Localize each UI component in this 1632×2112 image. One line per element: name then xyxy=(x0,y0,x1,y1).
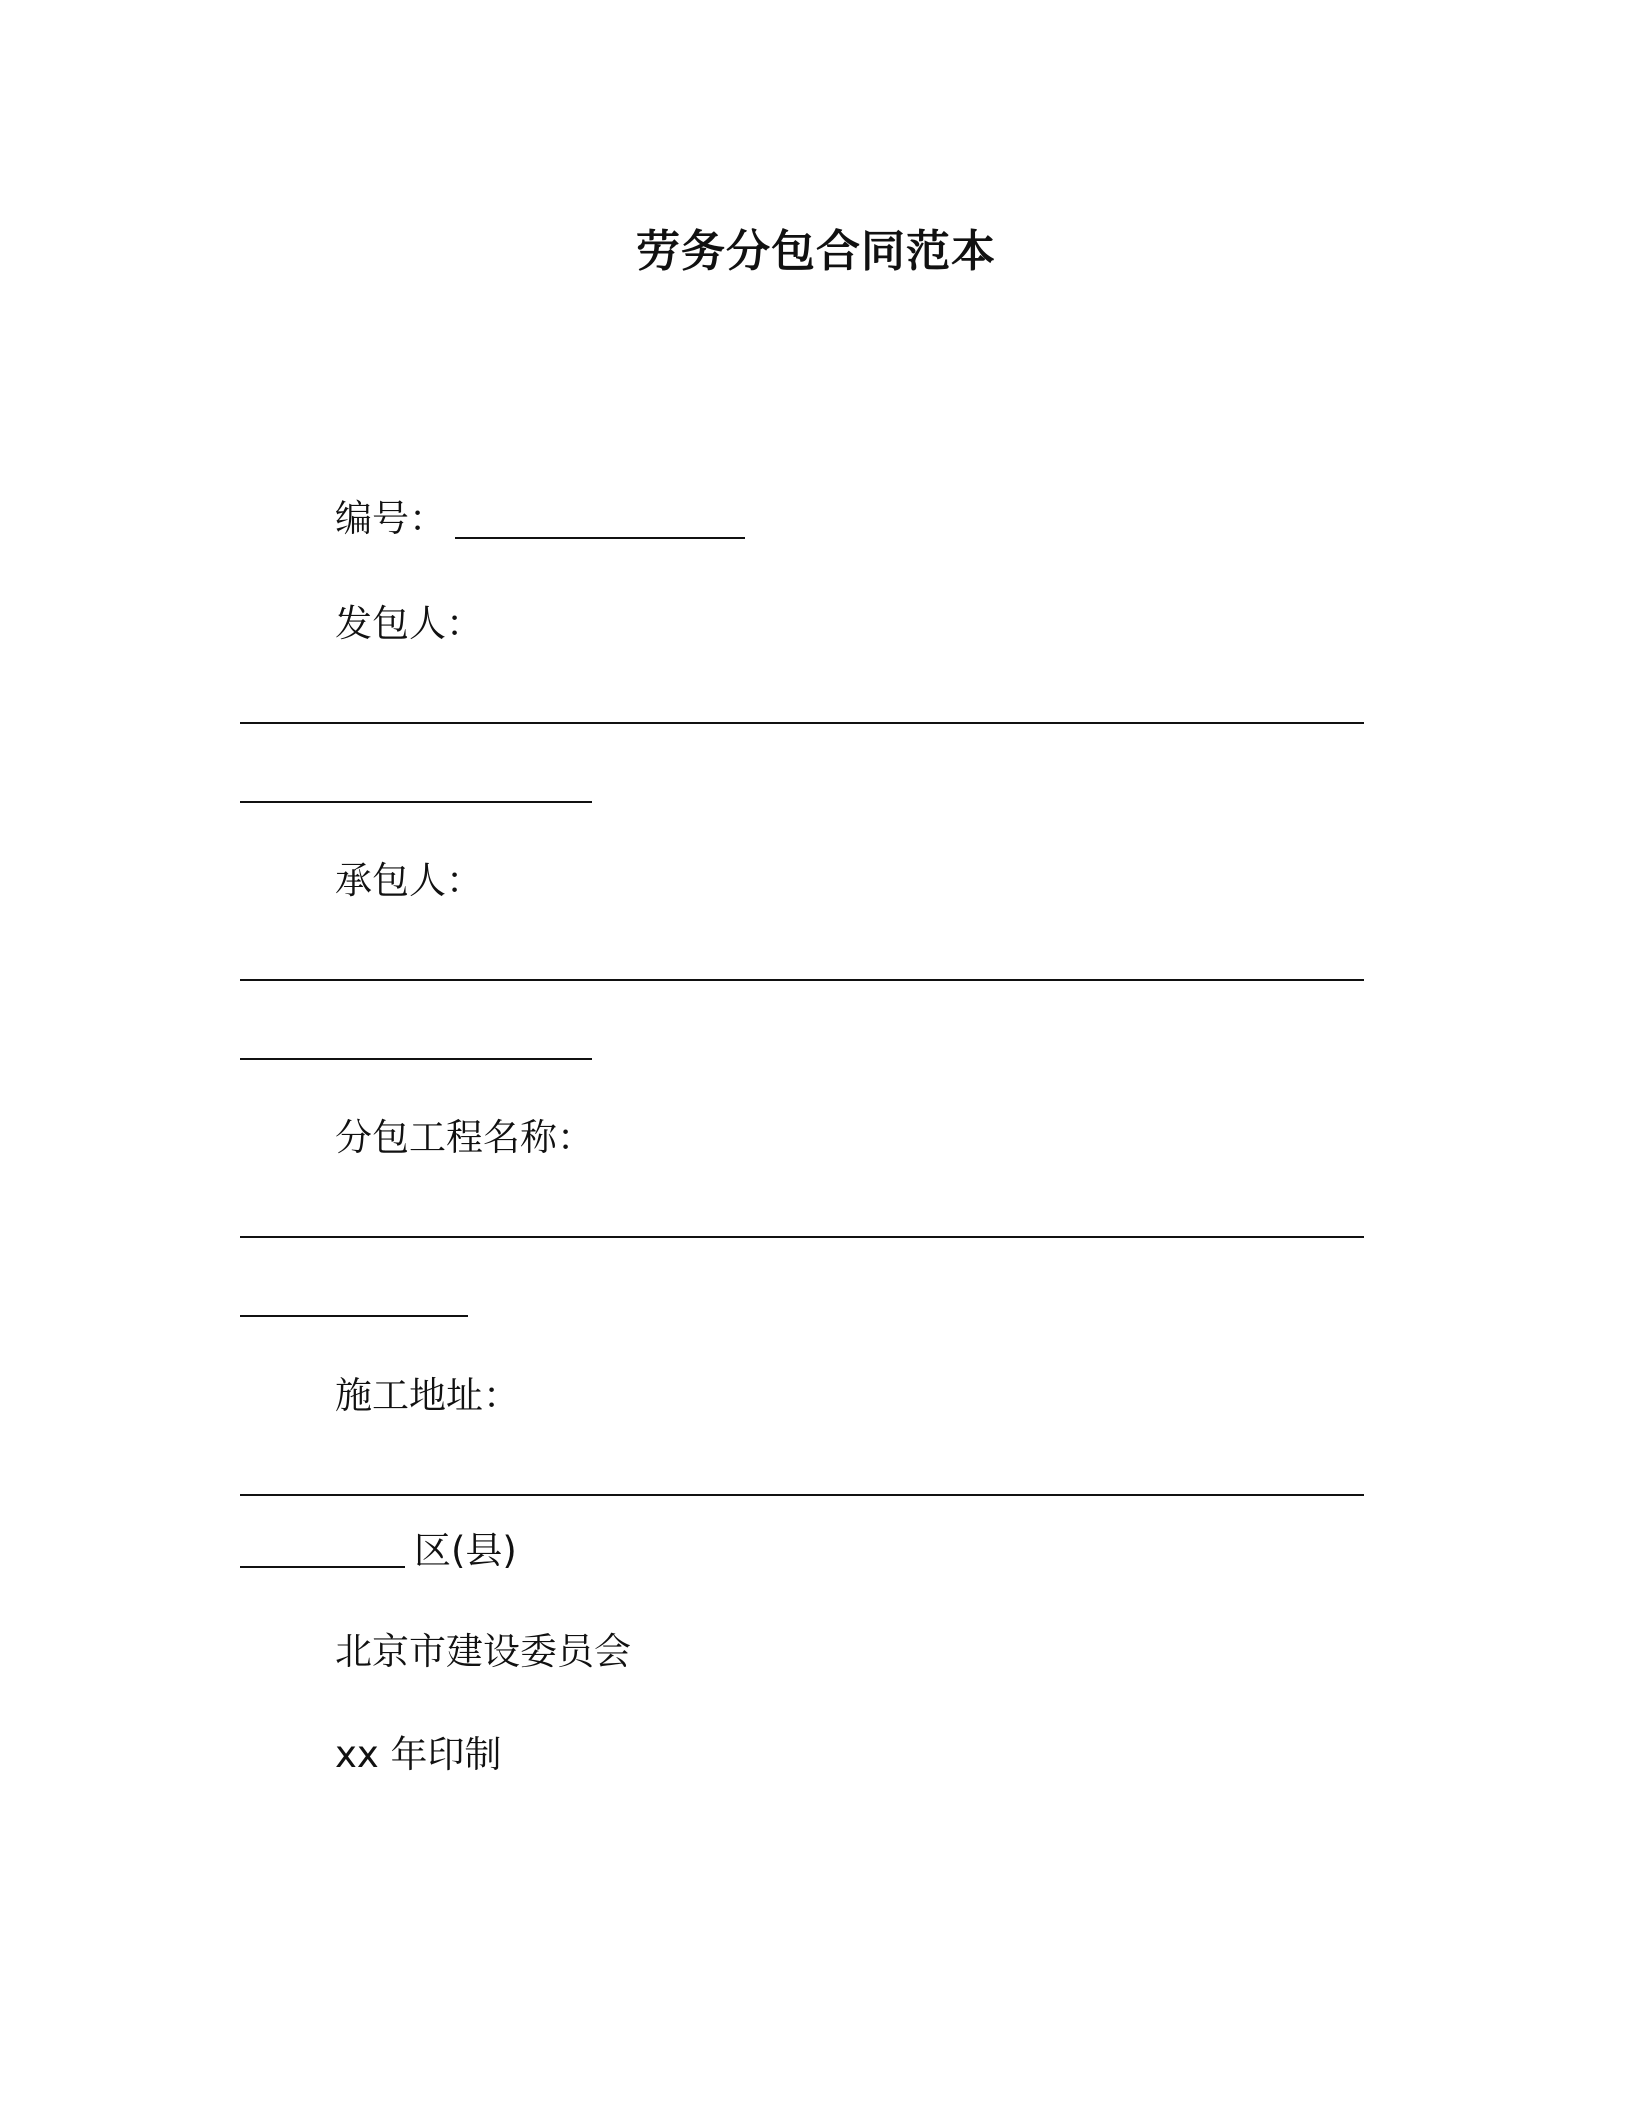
employer-label: 发包人： xyxy=(335,602,483,645)
number-blank-line[interactable] xyxy=(455,537,745,539)
contractor-blank-line-2[interactable] xyxy=(240,1058,592,1060)
site-address-blank-line-2[interactable] xyxy=(240,1566,405,1568)
site-address-label: 施工地址： xyxy=(335,1374,520,1417)
employer-blank-line-1[interactable] xyxy=(240,722,1364,724)
district-suffix: 区(县) xyxy=(414,1529,517,1572)
site-address-blank-line-1[interactable] xyxy=(240,1494,1364,1496)
printed-year: xx 年印制 xyxy=(335,1733,502,1776)
project-name-blank-line-2[interactable] xyxy=(240,1315,468,1317)
employer-blank-line-2[interactable] xyxy=(240,801,592,803)
project-name-label: 分包工程名称： xyxy=(335,1116,594,1159)
number-label: 编号： xyxy=(335,497,446,540)
contractor-blank-line-1[interactable] xyxy=(240,979,1364,981)
project-name-blank-line-1[interactable] xyxy=(240,1236,1364,1238)
contractor-label: 承包人： xyxy=(335,859,483,902)
document-title: 劳务分包合同范本 xyxy=(636,226,996,277)
issuer: 北京市建设委员会 xyxy=(335,1630,631,1673)
